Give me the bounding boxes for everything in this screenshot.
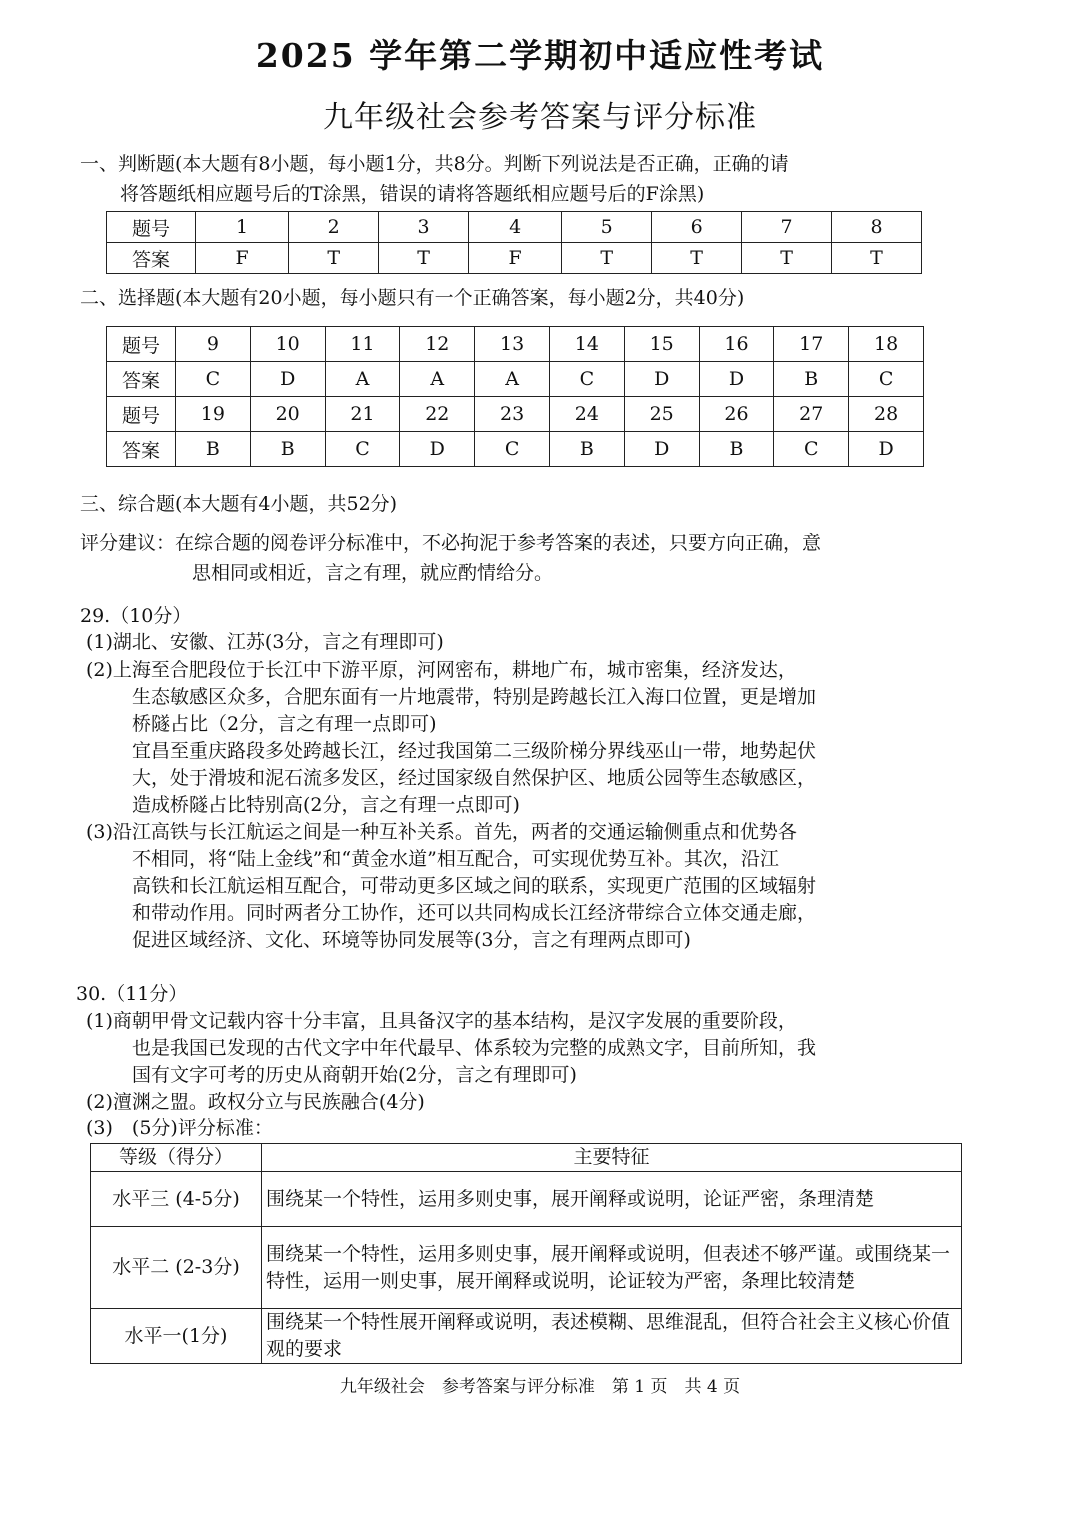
judge-row-label: 答案 xyxy=(107,243,196,274)
judge-number-row xyxy=(107,212,922,243)
level-name: 水平三 (4-5分) xyxy=(91,1172,262,1227)
choice-number-row xyxy=(107,327,924,362)
q30-line: (1)商朝甲骨文记载内容十分丰富，且具备汉字的基本结构，是汉字发展的重要阶段， xyxy=(86,1010,797,1032)
choice-answer: C xyxy=(549,362,624,397)
section1-heading-line1: 一、判断题(本大题有8小题，每小题1分，共8分。判断下列说法是否正确，正确的请 xyxy=(80,153,789,175)
level-name: 水平二 (2-3分) xyxy=(91,1227,262,1309)
choice-answer: D xyxy=(400,432,475,467)
page-subtitle: 九年级社会参考答案与评分标准 xyxy=(323,100,757,135)
q29-line: 高铁和长江航运相互配合，可带动更多区域之间的联系，实现更广范围的区域辐射 xyxy=(132,875,817,897)
choice-row-label: 答案 xyxy=(107,432,176,467)
choice-answer: D xyxy=(250,362,325,397)
choice-answer: C xyxy=(475,432,550,467)
choice-answer-row xyxy=(107,362,924,397)
choice-row-label: 题号 xyxy=(107,397,176,432)
judge-table xyxy=(106,211,922,274)
level-row xyxy=(91,1227,962,1309)
level-description: 围绕某一个特性，运用多则史事，展开阐释或说明，论证严密，条理清楚 xyxy=(262,1172,962,1227)
judge-number: 5 xyxy=(562,212,652,243)
choice-number: 25 xyxy=(624,397,699,432)
choice-answer: C xyxy=(325,432,400,467)
judge-answer: F xyxy=(196,243,289,274)
q29-line: (3)沿江高铁与长江航运之间是一种互补关系。首先，两者的交通运输侧重点和优势各 xyxy=(86,821,797,843)
q29-heading: 29.（10分） xyxy=(80,605,192,627)
choice-answer: A xyxy=(400,362,475,397)
q30-line: (3) (5分)评分标准： xyxy=(86,1117,273,1139)
section1-heading-line2: 将答题纸相应题号后的T涂黑，错误的请将答题纸相应题号后的F涂黑) xyxy=(120,183,705,205)
level-header-row xyxy=(91,1144,962,1172)
choice-answer: A xyxy=(325,362,400,397)
choice-answer: C xyxy=(849,362,924,397)
judge-answer: F xyxy=(469,243,562,274)
choice-answer: B xyxy=(549,432,624,467)
choice-number: 12 xyxy=(400,327,475,362)
choice-answer: C xyxy=(176,362,251,397)
choice-number: 11 xyxy=(325,327,400,362)
judge-number: 1 xyxy=(196,212,289,243)
choice-answer: B xyxy=(699,432,774,467)
page-title: 2025 学年第二学期初中适应性考试 xyxy=(255,36,825,75)
judge-answer: T xyxy=(289,243,379,274)
q29-line: 大，处于滑坡和泥石流多发区，经过国家级自然保护区、地质公园等生态敏感区， xyxy=(132,767,817,789)
judge-number: 2 xyxy=(289,212,379,243)
choice-table xyxy=(106,326,924,467)
choice-number: 15 xyxy=(624,327,699,362)
q30-heading: 30.（11分） xyxy=(76,983,188,1005)
judge-number: 6 xyxy=(652,212,742,243)
choice-number: 27 xyxy=(774,397,849,432)
choice-number: 9 xyxy=(176,327,251,362)
choice-number: 13 xyxy=(475,327,550,362)
section3-heading: 三、综合题(本大题有4小题，共52分) xyxy=(80,493,398,515)
q29-line: 宜昌至重庆路段多处跨越长江，经过我国第二三级阶梯分界线巫山一带，地势起伏 xyxy=(132,740,817,762)
choice-number: 17 xyxy=(774,327,849,362)
judge-answer: T xyxy=(562,243,652,274)
choice-number: 28 xyxy=(849,397,924,432)
choice-answer-row xyxy=(107,432,924,467)
choice-answer: B xyxy=(774,362,849,397)
choice-answer: D xyxy=(624,362,699,397)
choice-number: 20 xyxy=(250,397,325,432)
q29-line: 生态敏感区众多，合肥东面有一片地震带，特别是跨越长江入海口位置，更是增加 xyxy=(132,686,817,708)
choice-number: 21 xyxy=(325,397,400,432)
judge-answer: T xyxy=(742,243,832,274)
choice-number: 22 xyxy=(400,397,475,432)
choice-number: 18 xyxy=(849,327,924,362)
feature-header: 主要特征 xyxy=(262,1144,962,1172)
q29-line: 造成桥隧占比特别高(2分，言之有理一点即可) xyxy=(132,794,520,816)
q29-line: (2)上海至合肥段位于长江中下游平原，河网密布，耕地广布，城市密集，经济发达， xyxy=(86,659,797,681)
choice-row-label: 题号 xyxy=(107,327,176,362)
level-row xyxy=(91,1172,962,1227)
q29-line: (1)湖北、安徽、江苏(3分，言之有理即可) xyxy=(86,631,444,653)
q29-line: 不相同，将“陆上金线”和“黄金水道”相互配合，可实现优势互补。其次，沿江 xyxy=(132,848,779,870)
choice-answer: B xyxy=(176,432,251,467)
choice-number: 16 xyxy=(699,327,774,362)
judge-answer: T xyxy=(379,243,469,274)
scoring-advice-line2: 思相同或相近，言之有理，就应酌情给分。 xyxy=(192,562,554,584)
q30-line: 也是我国已发现的古代文字中年代最早、体系较为完整的成熟文字，目前所知，我 xyxy=(132,1037,817,1059)
q30-line: (2)澶渊之盟。政权分立与民族融合(4分) xyxy=(86,1091,425,1113)
choice-row-label: 答案 xyxy=(107,362,176,397)
judge-number: 3 xyxy=(379,212,469,243)
choice-number: 10 xyxy=(250,327,325,362)
scoring-level-table xyxy=(90,1143,962,1364)
choice-answer: D xyxy=(624,432,699,467)
choice-answer: A xyxy=(475,362,550,397)
judge-answer: T xyxy=(652,243,742,274)
q29-line: 促进区域经济、文化、环境等协同发展等(3分，言之有理两点即可) xyxy=(132,929,691,951)
choice-number: 23 xyxy=(475,397,550,432)
scoring-advice-line1: 评分建议：在综合题的阅卷评分标准中，不必拘泥于参考答案的表述，只要方向正确，意 xyxy=(80,532,822,554)
q29-line: 和带动作用。同时两者分工协作，还可以共同构成长江经济带综合立体交通走廊， xyxy=(132,902,817,924)
page-footer: 九年级社会 参考答案与评分标准 第 1 页 共 4 页 xyxy=(339,1377,741,1397)
choice-answer: C xyxy=(774,432,849,467)
judge-number: 8 xyxy=(832,212,922,243)
choice-answer: B xyxy=(250,432,325,467)
level-description: 围绕某一个特性，运用多则史事，展开阐释或说明，但表述不够严谨。或围绕某一特性，运用一则史事，展开阐释或说明，论证较为严密，条理比较清楚 xyxy=(262,1227,962,1309)
choice-number: 19 xyxy=(176,397,251,432)
choice-number-row xyxy=(107,397,924,432)
choice-answer: D xyxy=(699,362,774,397)
judge-answer-row xyxy=(107,243,922,274)
section2-heading: 二、选择题(本大题有20小题，每小题只有一个正确答案，每小题2分，共40分) xyxy=(80,287,745,309)
choice-number: 24 xyxy=(549,397,624,432)
choice-answer: D xyxy=(849,432,924,467)
judge-number: 4 xyxy=(469,212,562,243)
q29-line: 桥隧占比（2分，言之有理一点即可) xyxy=(132,713,437,735)
choice-number: 26 xyxy=(699,397,774,432)
choice-number: 14 xyxy=(549,327,624,362)
level-header: 等级（得分） xyxy=(91,1144,262,1172)
level-description: 围绕某一个特性展开阐释或说明，表述模糊、思维混乱，但符合社会主义核心价值观的要求 xyxy=(262,1309,962,1364)
level-name: 水平一(1分) xyxy=(91,1309,262,1364)
q30-line: 国有文字可考的历史从商朝开始(2分，言之有理即可) xyxy=(132,1064,577,1086)
judge-row-label: 题号 xyxy=(107,212,196,243)
level-row xyxy=(91,1309,962,1364)
judge-answer: T xyxy=(832,243,922,274)
judge-number: 7 xyxy=(742,212,832,243)
